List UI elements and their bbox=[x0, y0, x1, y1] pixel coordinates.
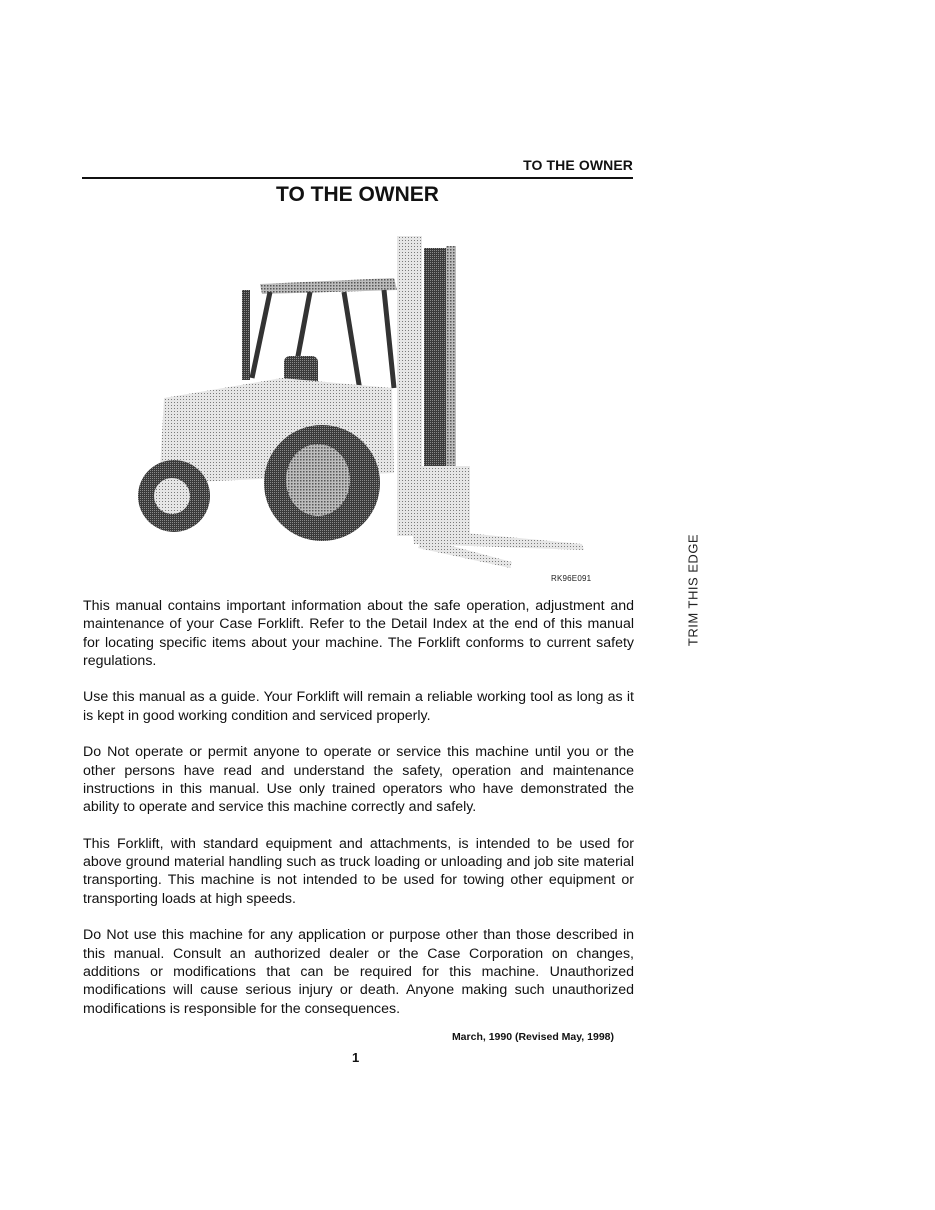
trim-edge-note: TRIM THIS EDGE bbox=[685, 533, 701, 647]
body-text bbox=[83, 597, 634, 1036]
header-rule bbox=[82, 177, 633, 179]
paragraph: This Forklift, with standard equipment and attachments, is intended to be used for above ground material handling such as truck loading or unloading and job site material transporting. This machine is not intended to be used for towing other equipment or transporting loads at high speeds. bbox=[83, 835, 634, 907]
page-number: 1 bbox=[352, 1050, 360, 1065]
paragraph: Do Not use this machine for any application or purpose other than those described in this manual. Consult an authorized dealer or the Case Corporation on changes, additions or modifications that can be required for this machine. Unauthorized modifications will cause serious injury or death. Anyone making such unauthorized modifications is responsible for the consequences. bbox=[83, 927, 634, 1017]
running-head: TO THE OWNER bbox=[523, 157, 633, 173]
page-title: TO THE OWNER bbox=[276, 183, 439, 206]
forklift-illustration bbox=[132, 228, 592, 568]
paragraph: Do Not operate or permit anyone to operate or service this machine until you or the other persons have read and understand the safety, operation and maintenance instructions in this manual. Use only trained operators who have demonstrated the ability to operate and service this machine correctly and safely. bbox=[83, 744, 634, 816]
paragraph: Use this manual as a guide. Your Forklift will remain a reliable working tool as long as it is kept in good working condition and serviced properly. bbox=[83, 689, 634, 724]
revision-date: March, 1990 (Revised May, 1998) bbox=[451, 1031, 614, 1043]
paragraph: This manual contains important information about the safe operation, adjustment and maintenance of your Case Forklift. Refer to the Detail Index at the end of this manual for locating specific items about your machine. The Forklift conforms to current safety regulations. bbox=[83, 598, 634, 669]
figure-caption: RK96E091 bbox=[551, 574, 592, 583]
